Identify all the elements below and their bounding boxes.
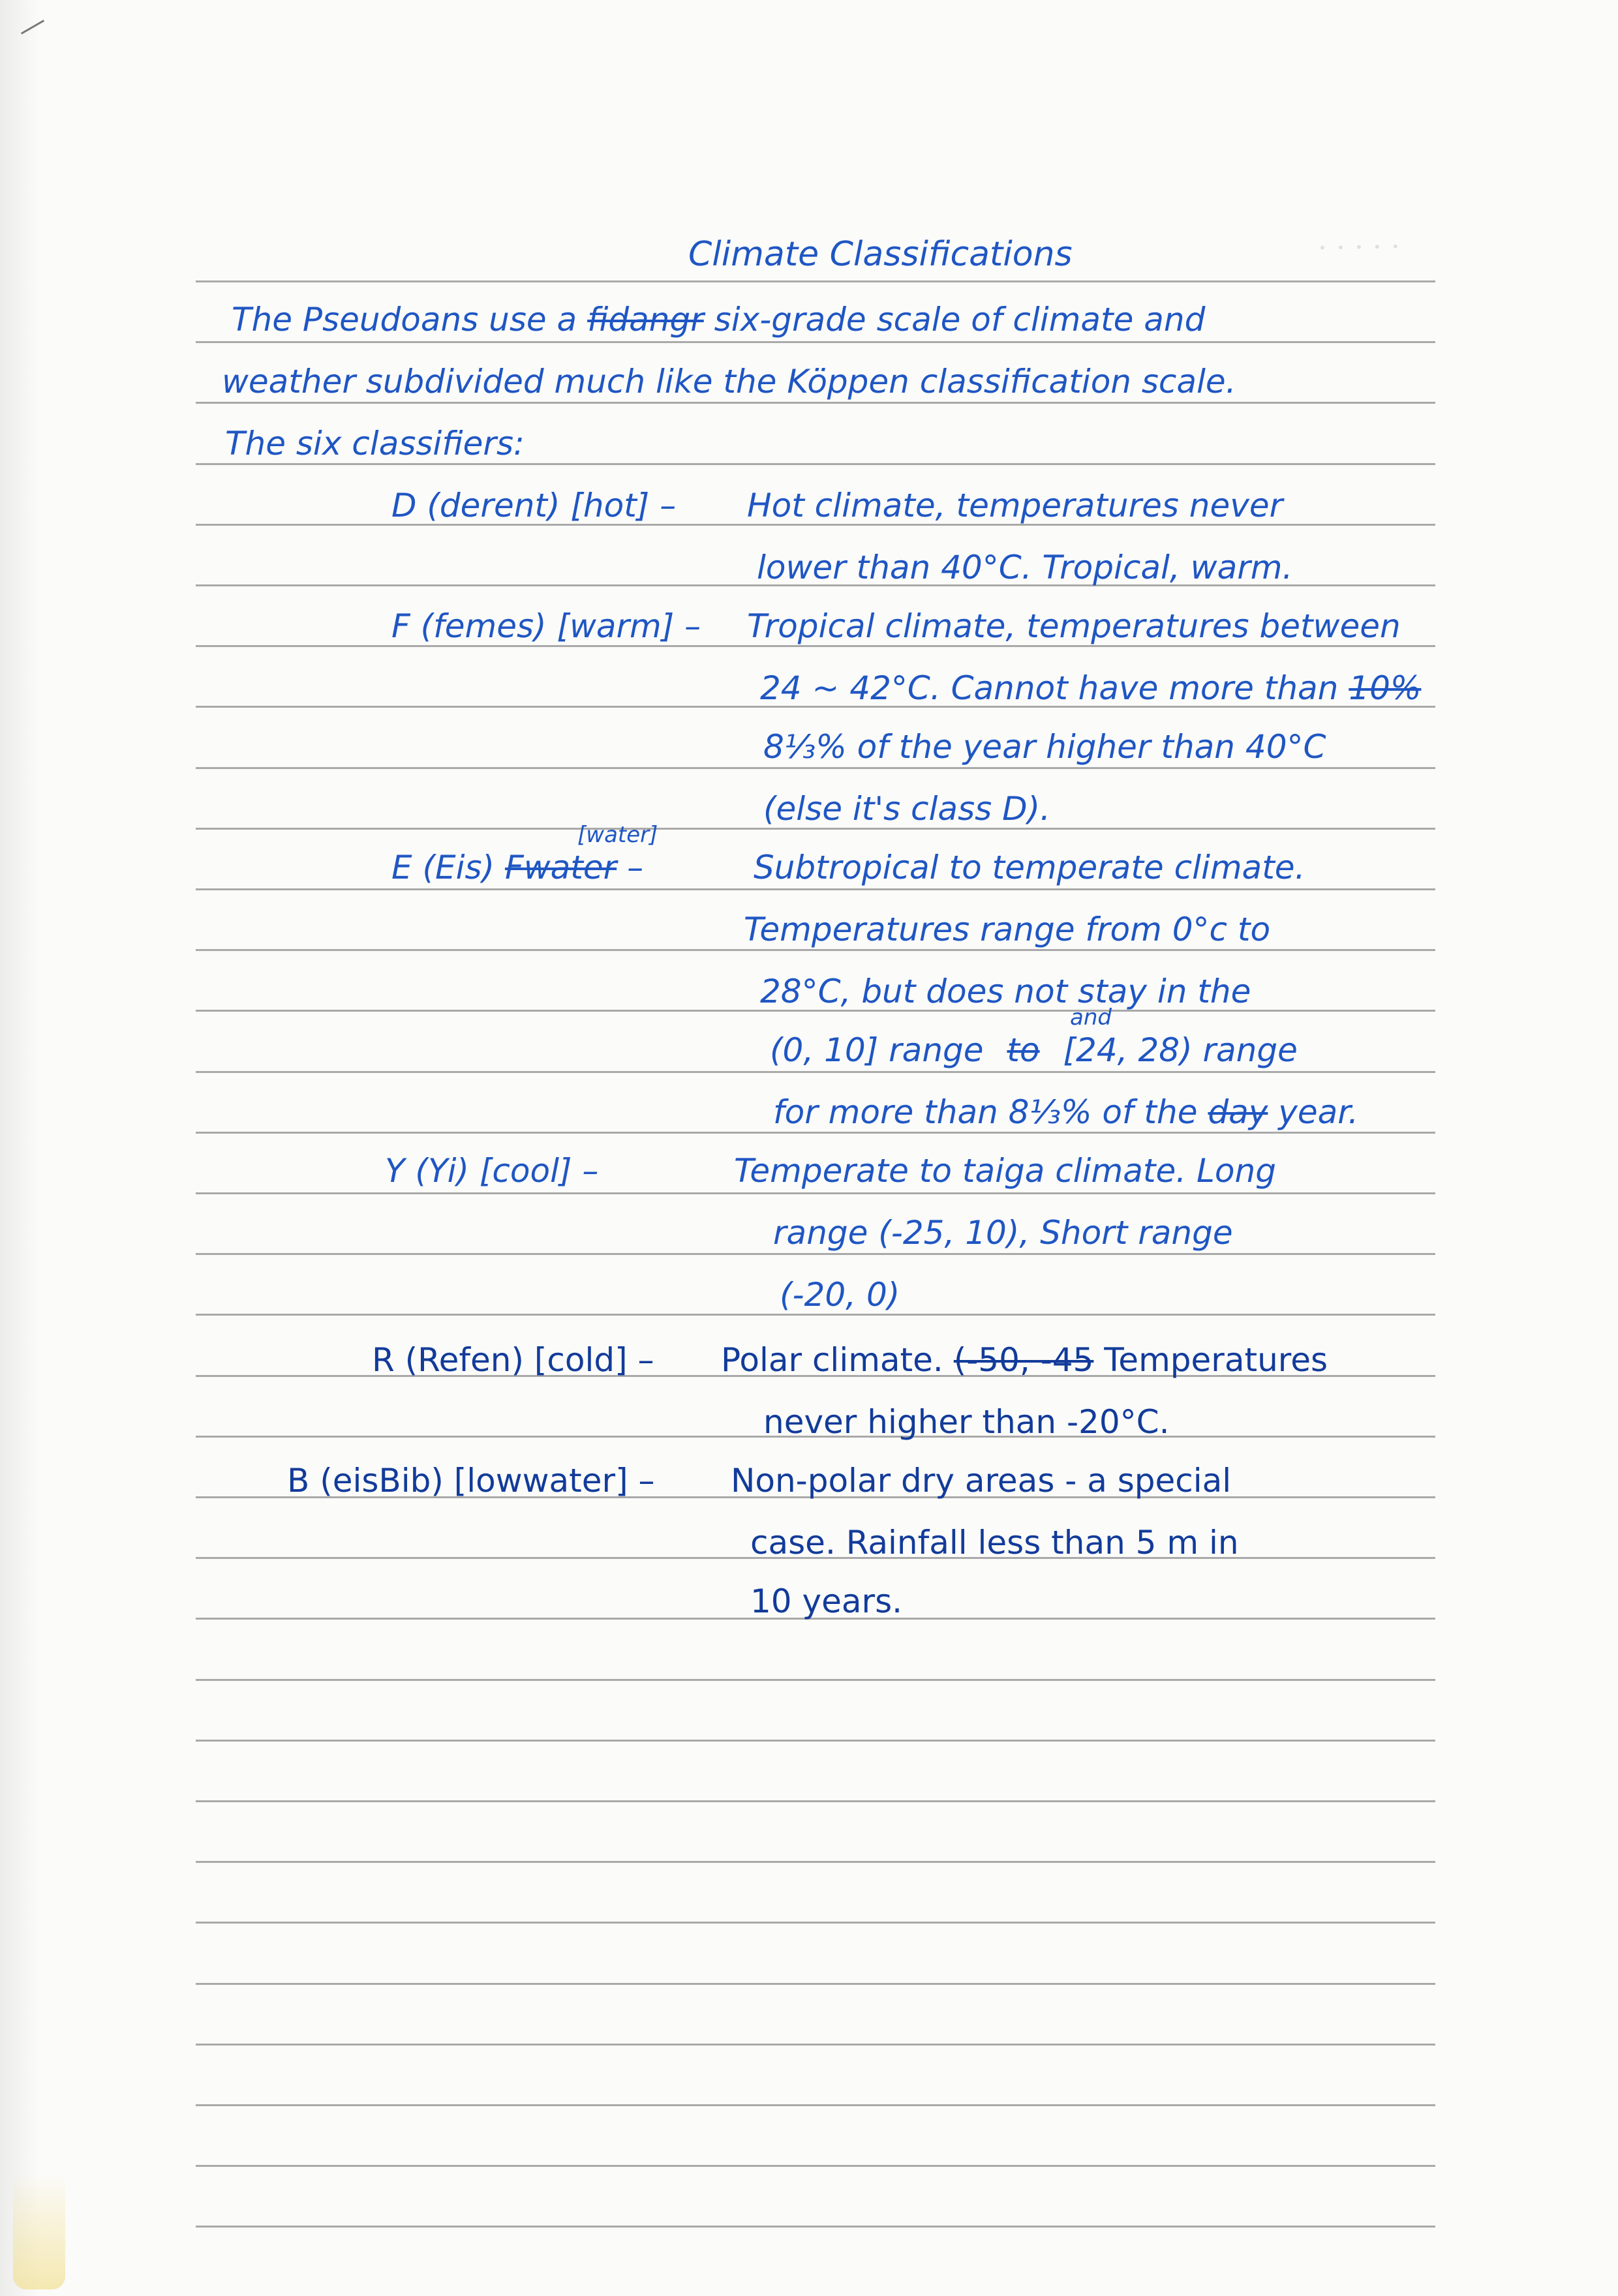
ruled-line bbox=[196, 280, 1435, 282]
ruled-line bbox=[196, 767, 1435, 769]
show-through-text: · · · · · bbox=[1317, 230, 1401, 265]
class-y-line-1: Temperate to taiga climate. Long bbox=[734, 1152, 1276, 1190]
class-b-line-3: 10 years. bbox=[750, 1582, 903, 1620]
ruled-line bbox=[196, 341, 1435, 343]
page-stain bbox=[13, 2172, 65, 2289]
ruled-line bbox=[196, 1922, 1435, 1924]
ruled-line bbox=[196, 2226, 1435, 2228]
class-e-line-4 bbox=[770, 1031, 1298, 1070]
class-e-line-5-end: year. bbox=[1278, 1093, 1359, 1131]
ruled-line bbox=[196, 2044, 1435, 2046]
ruled-line bbox=[196, 1983, 1435, 1985]
ruled-line bbox=[196, 1192, 1435, 1194]
class-f-line-2-text: 24 ~ 42°C. Cannot have more than bbox=[760, 669, 1339, 707]
class-f-line-2 bbox=[760, 669, 1421, 708]
struck-word: day bbox=[1208, 1093, 1268, 1131]
class-f-line-1: Tropical climate, temperatures between bbox=[747, 607, 1401, 645]
class-d-line-2: lower than 40°C. Tropical, warm. bbox=[757, 549, 1293, 586]
class-e-range-2: [24, 28) range bbox=[1063, 1031, 1298, 1069]
class-e-head-dash: – bbox=[627, 849, 644, 886]
class-r-line-1-end: Temperatures bbox=[1104, 1341, 1328, 1379]
class-b-line-1: Non-polar dry areas - a special bbox=[731, 1462, 1232, 1500]
class-y-head: Y (Yi) [cool] – bbox=[385, 1152, 599, 1190]
struck-value: 10% bbox=[1349, 669, 1422, 707]
intro-line-1-end: six-grade scale of climate and bbox=[714, 301, 1206, 339]
class-b-head: B (eisBib) [lowwater] – bbox=[287, 1462, 655, 1500]
ruled-line bbox=[196, 1132, 1435, 1134]
ruled-line bbox=[196, 1071, 1435, 1073]
class-e-line-5 bbox=[773, 1093, 1358, 1132]
class-b-line-2: case. Rainfall less than 5 m in bbox=[750, 1524, 1239, 1562]
ruled-line bbox=[196, 1740, 1435, 1742]
class-e-line-1: Subtropical to temperate climate. bbox=[754, 849, 1305, 886]
intro-line-1-start: The Pseudoans use a bbox=[232, 301, 577, 339]
intro-line-1 bbox=[232, 300, 1205, 339]
and-insertion: and bbox=[1070, 1004, 1112, 1031]
class-r-line-1-text: Polar climate. bbox=[721, 1341, 943, 1379]
class-r-line-2: never higher than -20°C. bbox=[763, 1403, 1170, 1441]
class-f-line-3: 8⅓% of the year higher than 40°C bbox=[763, 728, 1326, 766]
class-e-head bbox=[391, 848, 643, 887]
ruled-line bbox=[196, 1679, 1435, 1681]
ruled-line bbox=[196, 1253, 1435, 1255]
ruled-line bbox=[196, 1861, 1435, 1863]
struck-word: Fwater bbox=[504, 849, 617, 886]
class-y-line-3: (-20, 0) bbox=[780, 1276, 900, 1314]
struck-word: fidangr bbox=[587, 301, 704, 339]
ruled-line bbox=[196, 888, 1435, 890]
intro-line-2: weather subdivided much like the Köppen classification scale. bbox=[222, 363, 1236, 400]
intro-line-3: The six classifiers: bbox=[225, 425, 525, 462]
class-e-head-name: E (Eis) bbox=[391, 849, 495, 886]
page-edge-shadow bbox=[0, 0, 39, 2296]
class-e-line-2: Temperatures range from 0°c to bbox=[744, 911, 1271, 948]
struck-value: (-50, -45 bbox=[953, 1341, 1094, 1379]
class-y-line-2: range (-25, 10), Short range bbox=[773, 1214, 1233, 1252]
class-f-line-4: (else it's class D). bbox=[763, 790, 1050, 828]
class-f-head: F (femes) [warm] – bbox=[391, 607, 701, 645]
class-d-head: D (derent) [hot] – bbox=[391, 487, 677, 524]
ruled-line bbox=[196, 2104, 1435, 2106]
ruled-line bbox=[196, 949, 1435, 951]
class-d-line-1: Hot climate, temperatures never bbox=[747, 487, 1283, 524]
class-r-line-1 bbox=[721, 1340, 1328, 1380]
ruled-line bbox=[196, 1800, 1435, 1802]
class-e-line-3: 28°C, but does not stay in the bbox=[760, 973, 1251, 1010]
class-r-head: R (Refen) [cold] – bbox=[372, 1341, 654, 1379]
ruled-line bbox=[196, 402, 1435, 404]
ruled-line bbox=[196, 2165, 1435, 2167]
class-e-line-5-text: for more than 8⅓% of the bbox=[773, 1093, 1198, 1131]
page-title: Climate Classifications bbox=[688, 235, 1073, 274]
struck-word: to bbox=[1007, 1031, 1040, 1069]
class-e-range-1: (0, 10] range bbox=[770, 1031, 984, 1069]
ruled-line bbox=[196, 463, 1435, 465]
class-e-insertion: [water] bbox=[577, 822, 658, 848]
